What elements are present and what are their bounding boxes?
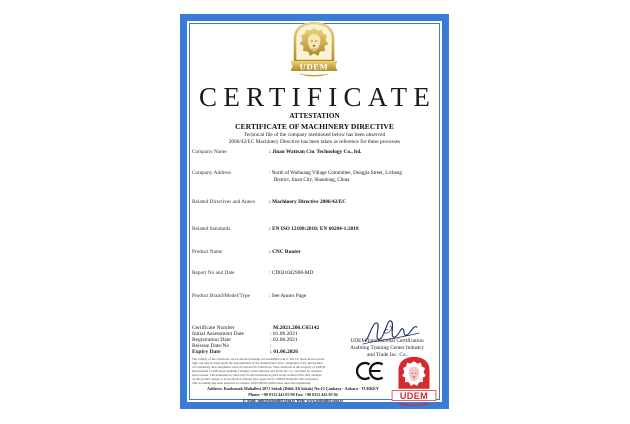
attestation-subtitle: ATTESTATION (289, 112, 340, 120)
product-brand-label: Product Brand/Model/Type (192, 293, 251, 299)
udem-logo-bottom-text: UDEM (399, 390, 429, 401)
related-directives-label: Related Directives and Annex (192, 198, 256, 205)
intro-line-2: 2006/42/EC Machinery Directive has been taken as reference for these processes (228, 138, 401, 145)
fine-print-line: on the product design or its production without prior approval by UDEM invalidate this attestation. (192, 376, 319, 381)
fine-print-line: right can only be used under the responsibility of the manufacturer after completion of EC Declaration (192, 360, 323, 365)
udem-logo-bottom (390, 354, 438, 407)
fine-print-line: International Certification Auditing Training Center Industry and Trade Inc. Co. and must be returned (192, 368, 322, 373)
udem-logo-top-text: UDEM (299, 61, 329, 72)
udem-logo-top (288, 20, 340, 78)
related-standards-label: Related Standards (192, 225, 231, 232)
reissue-date-label: Reissue Date/No (192, 343, 230, 349)
company-name-value: : Jinan Wattsan Cnc Technology Co., ltd. (269, 149, 362, 155)
company-name-label: Company Name (192, 149, 227, 155)
report-no-value: : CD021042908-MD (269, 269, 314, 276)
certificate-number-value: M.2021.206.C65142 (273, 325, 320, 331)
fine-print (192, 357, 352, 386)
fine-print-line: This document has been issued in accordance with UDEM certification rules and regulations. (192, 381, 312, 386)
expiry-date-label: Expiry Date (192, 349, 221, 355)
signature (360, 314, 422, 348)
certificate-title: CERTIFICATE (199, 82, 437, 112)
related-directives-value: : Machinery Directive 2006/42/EC (269, 198, 347, 205)
ce-mark-icon (356, 361, 386, 381)
issuer-line-3: and Trade Inc. Co. (367, 351, 407, 358)
company-address-value-line-2: District, Jinan City, Shandong, China (273, 176, 350, 183)
issuer-line-1: UDEM International Certification (350, 337, 424, 344)
expiry-date-value: : 01.06.2026 (270, 349, 298, 355)
fine-print-line: of Conformity and compliance with all relevant EC Directives. This certificate is the property of UDEM (192, 364, 326, 369)
fine-print-line: upon request. The attestation is valid only for the information given in the technical file. Any changes (192, 372, 322, 377)
reissue-date-value: : (270, 343, 272, 349)
initial-assessment-label: Initial Assessment Date (192, 331, 244, 337)
fine-print-line: The validity of the certificate can be checked through www.udemltd.com.tr. The CE mark shown on the (192, 356, 325, 361)
footer-address: Address: Kızılırmak Mahallesi 2071 Sokak (Dilek Ali Sokak) No:12 Çankaya - Ankara - TURKEY (207, 386, 379, 391)
company-address-value: : North of Waihuang Village Committee, Dongjia Street, Licheng (269, 169, 402, 176)
related-standards-value: : EN ISO 12100:2010; EN 60204-1:2018 (269, 225, 359, 232)
company-address-label: Company Address (192, 169, 231, 176)
footer-email: E-Mail: info@udemltd.com.tr Web: www.udemltd.com.tr (242, 398, 344, 403)
product-name-value: : CNC Router (269, 248, 301, 255)
registration-date-value: : 02.06.2021 (270, 337, 298, 343)
registration-date-label: Registration Date (192, 337, 231, 343)
certificate-number-label: Certificate Number (192, 325, 235, 331)
issuer-line-2: Auditing Training Center Industry (350, 344, 424, 351)
directive-heading: CERTIFICATE OF MACHINERY DIRECTIVE (235, 122, 394, 131)
product-name-label: Product Name (192, 248, 223, 255)
product-brand-value: : See Annex Page (269, 293, 307, 299)
initial-assessment-value: : 01.06.2021 (270, 331, 298, 337)
footer-phone: Phone: +90 0312 443 03 90 Fax: +90 0312 443 03 94 (248, 392, 338, 397)
report-no-label: Report No and Date (192, 269, 235, 276)
intro-line-1: Technical file of the company mentioned below has been observed (243, 132, 386, 138)
